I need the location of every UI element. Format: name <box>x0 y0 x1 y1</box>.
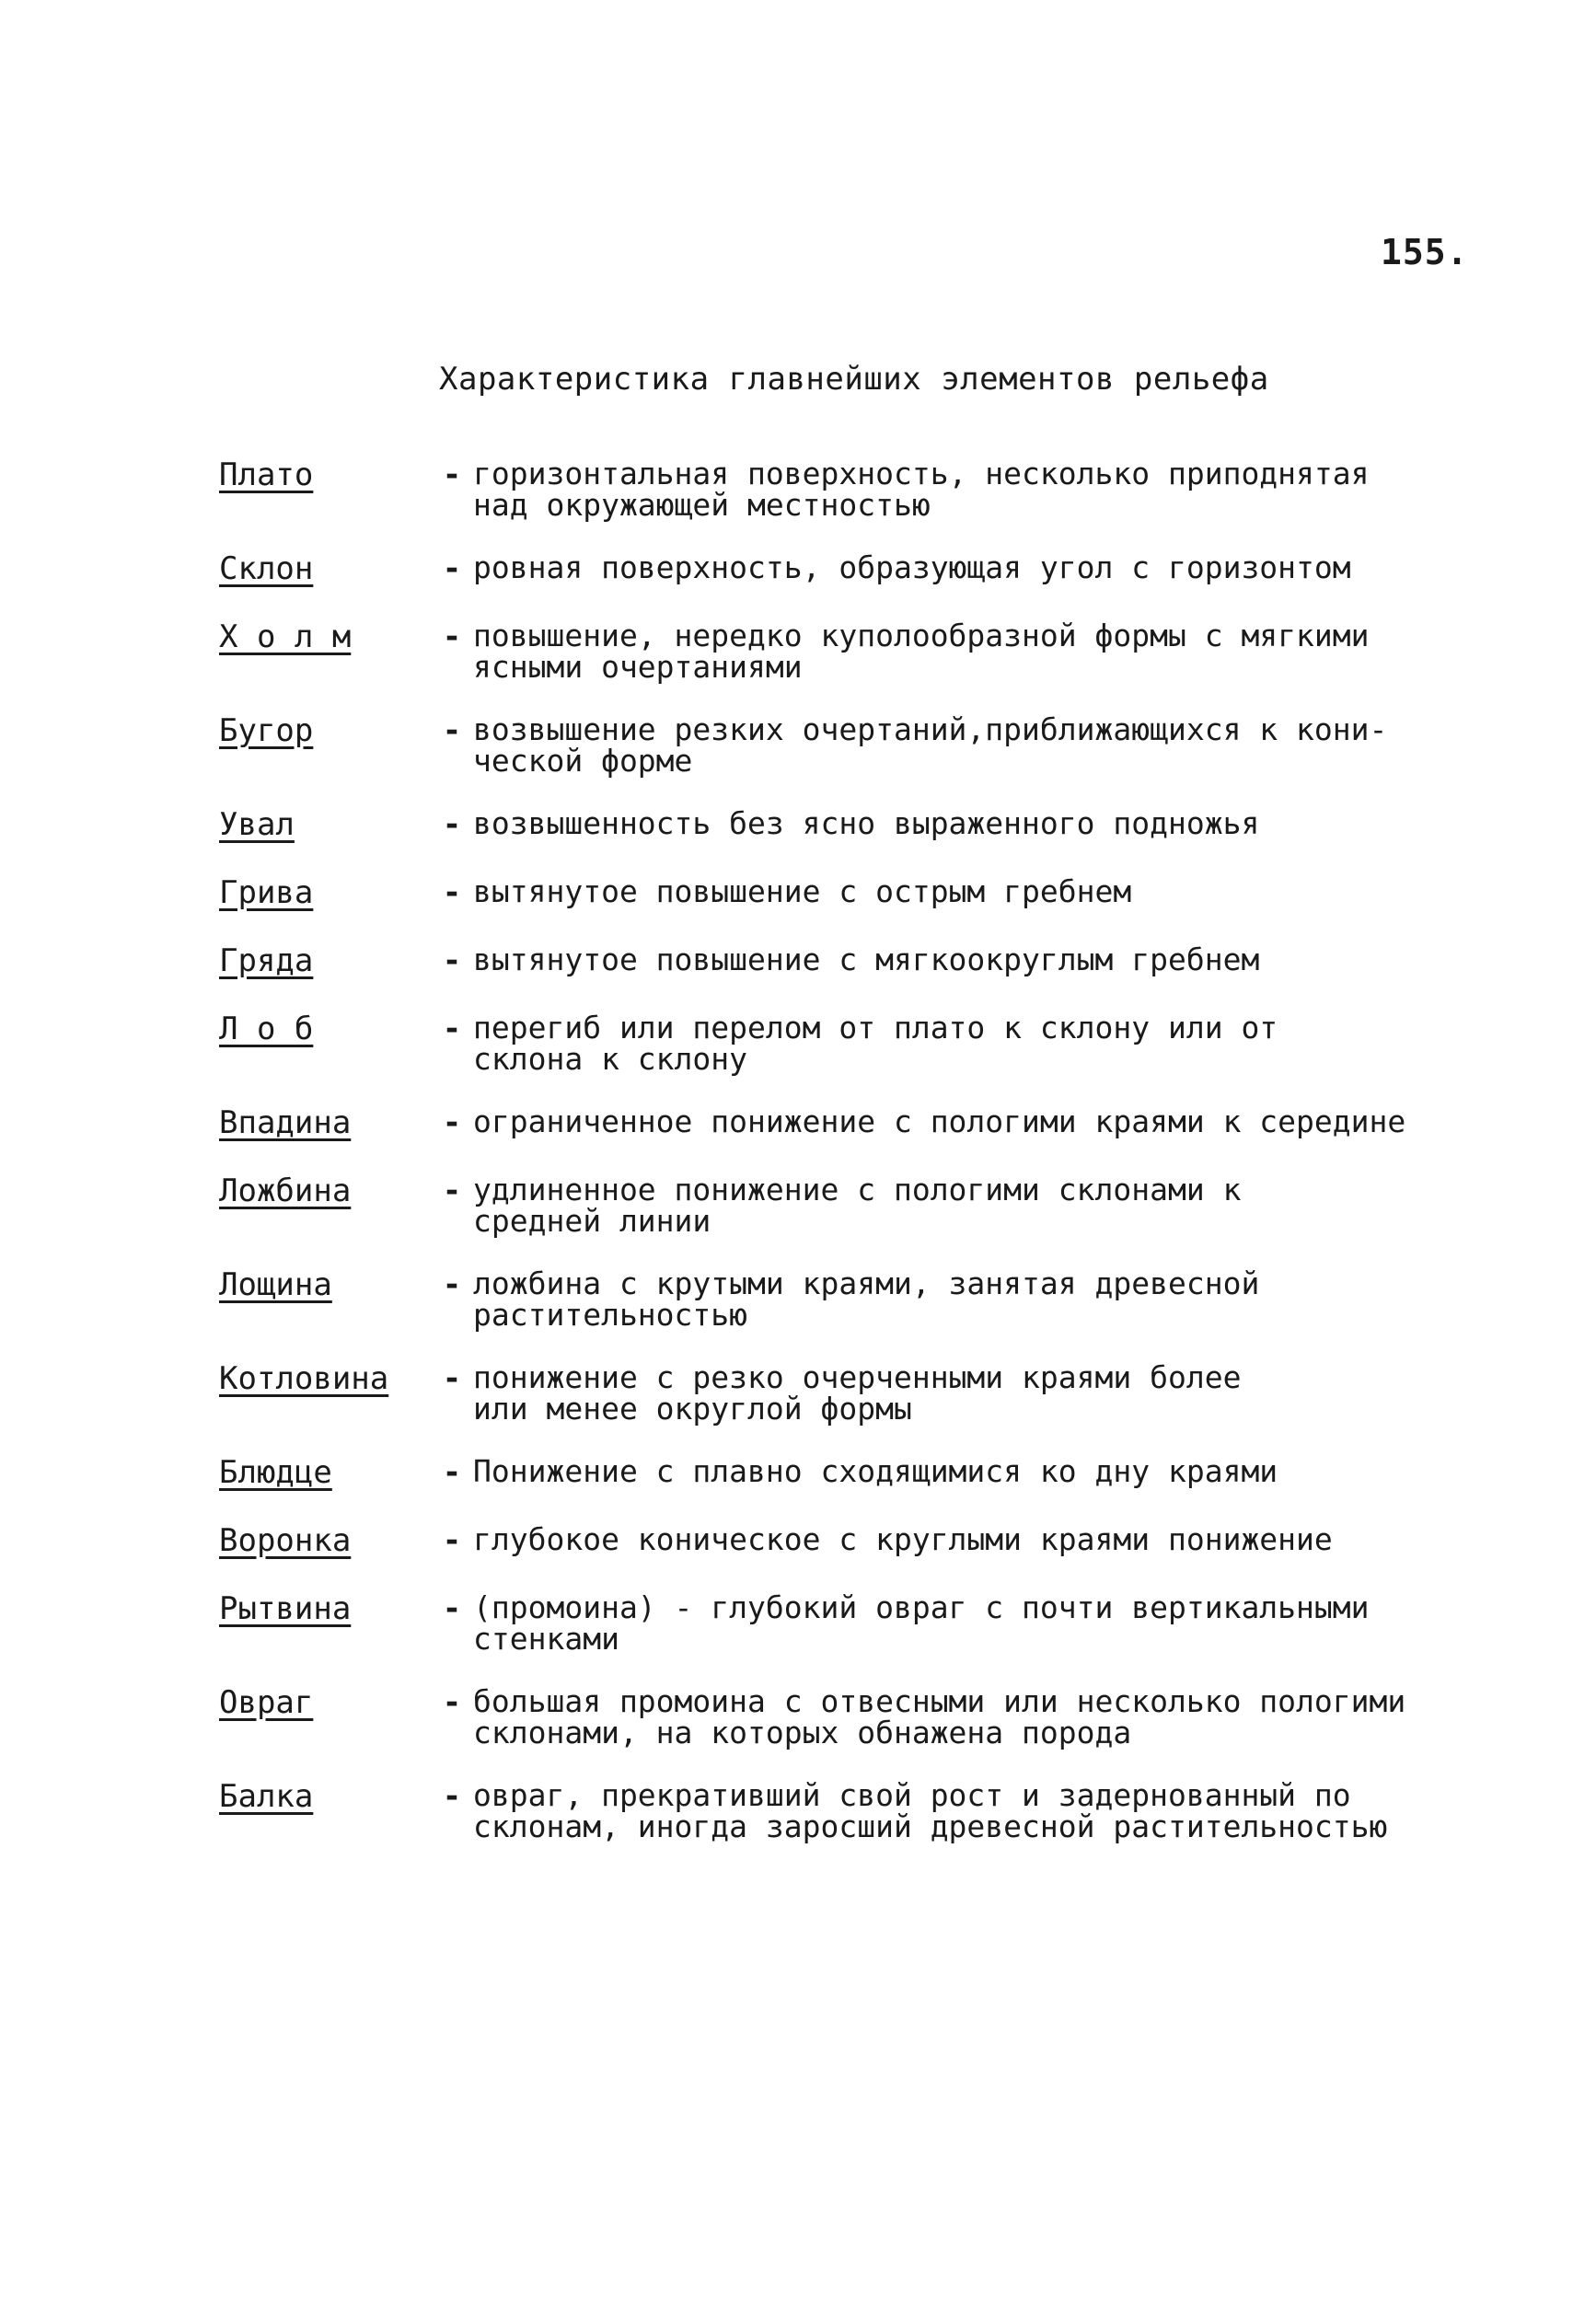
list-item <box>219 805 1544 843</box>
dash-separator: - <box>442 1266 462 1303</box>
term: Бугор <box>219 712 314 749</box>
page-title: Характеристика главнейших элементов рельефа <box>439 361 1269 398</box>
definition <box>473 549 1544 585</box>
term: Лощина <box>219 1266 332 1303</box>
list-item <box>219 711 1544 779</box>
definition-line: Понижение с плавно сходящимися ко дну краями <box>473 1453 1278 1489</box>
definition <box>473 1265 1544 1333</box>
definition-line: большая промоина с отвесными или несколько пологими <box>473 1683 1406 1719</box>
term: Грива <box>219 874 314 911</box>
dash-separator: - <box>442 618 462 655</box>
definition-line: стенками <box>473 1621 619 1657</box>
term: Увал <box>219 806 295 843</box>
definition <box>473 620 1544 683</box>
list-item <box>219 944 1544 977</box>
term: Воронка <box>219 1522 352 1559</box>
definition-line: растительностью <box>473 1297 748 1333</box>
dash-separator: - <box>442 550 462 587</box>
definition-line: овраг, прекративший свой рост и задернованный по <box>473 1777 1351 1813</box>
dash-separator: - <box>442 1454 462 1491</box>
definition-line: возвышенность без ясно выраженного подножья <box>473 805 1260 841</box>
list-item <box>219 1012 1544 1075</box>
dash-separator: - <box>442 942 462 979</box>
definition <box>473 1103 1544 1139</box>
term: Блюдце <box>219 1454 332 1491</box>
term: Котловина <box>219 1360 389 1397</box>
term: Ложбина <box>219 1173 352 1209</box>
list-item <box>219 873 1544 911</box>
definition-line: ложбина с крутыми краями, занятая древесной <box>473 1265 1260 1301</box>
definition <box>473 1359 1544 1427</box>
definition-line: повышение, нередко куполообразной формы с мягкими <box>473 618 1370 653</box>
term: Овраг <box>219 1684 314 1721</box>
term: Впадина <box>219 1104 352 1141</box>
definition-line: возвышение резких очертаний,приближающихся к кони- <box>473 711 1388 747</box>
term: Склон <box>219 550 314 587</box>
definition <box>473 1683 1544 1750</box>
definition <box>473 1521 1544 1557</box>
definition-line: вытянутое повышение с мягкоокруглым гребнем <box>473 942 1260 977</box>
list-item <box>219 1453 1544 1491</box>
dash-separator: - <box>442 806 462 843</box>
list-item <box>219 1359 1544 1427</box>
definition <box>473 1589 1544 1657</box>
dash-separator: - <box>442 456 462 493</box>
dash-separator: - <box>442 1360 462 1397</box>
dash-separator: - <box>442 1590 462 1627</box>
definition <box>473 711 1544 779</box>
definition-line: (промоина) - глубокий овраг с почти вертикальными <box>473 1589 1370 1625</box>
definition-line: ясными очертаниями <box>473 649 803 685</box>
dash-separator: - <box>442 1778 462 1815</box>
terms-list <box>219 458 1544 1874</box>
definition-line: склона к склону <box>473 1041 748 1077</box>
term: Л о б <box>219 1011 314 1047</box>
definition <box>473 1012 1544 1075</box>
definition <box>473 458 1544 521</box>
definition-line: горизонтальная поверхность, несколько приподнятая <box>473 456 1370 491</box>
definition-line: склонам, иногда заросший древесной растительностью <box>473 1808 1388 1844</box>
definition <box>473 1777 1544 1844</box>
definition-line: вытянутое повышение с острым гребнем <box>473 873 1132 909</box>
dash-separator: - <box>442 1684 462 1721</box>
definition-line: над окружающей местностью <box>473 487 931 523</box>
definition-line: понижение с резко очерченными краями более <box>473 1359 1242 1395</box>
dash-separator: - <box>442 1011 462 1047</box>
definition-line: ровная поверхность, образующая угол с горизонтом <box>473 549 1351 585</box>
list-item <box>219 1589 1544 1657</box>
definition <box>473 944 1544 976</box>
term: Плато <box>219 456 314 493</box>
list-item <box>219 620 1544 683</box>
definition-line: средней линии <box>473 1203 711 1239</box>
definition-line: или менее округлой формы <box>473 1391 912 1427</box>
definition <box>473 1174 1544 1237</box>
definition-line: склонами, на которых обнажена порода <box>473 1715 1132 1750</box>
dash-separator: - <box>442 712 462 749</box>
definition <box>473 1453 1544 1489</box>
page-number: 155. <box>1381 232 1469 272</box>
definition <box>473 805 1544 841</box>
definition-line: удлиненное понижение с пологими склонами к <box>473 1172 1242 1207</box>
dash-separator: - <box>442 874 462 911</box>
definition <box>473 873 1544 909</box>
term: Гряда <box>219 942 314 979</box>
term: Х о л м <box>219 618 352 655</box>
list-item <box>219 549 1544 587</box>
list-item <box>219 1683 1544 1750</box>
definition-line: глубокое коническое с круглыми краями понижение <box>473 1521 1333 1557</box>
dash-separator: - <box>442 1173 462 1209</box>
list-item <box>219 458 1544 521</box>
dash-separator: - <box>442 1522 462 1559</box>
list-item <box>219 1521 1544 1559</box>
list-item <box>219 1777 1544 1844</box>
dash-separator: - <box>442 1104 462 1141</box>
term: Рытвина <box>219 1590 352 1627</box>
definition-line: перегиб или перелом от плато к склону или от <box>473 1010 1278 1046</box>
list-item <box>219 1103 1544 1141</box>
term: Балка <box>219 1778 314 1815</box>
list-item <box>219 1174 1544 1237</box>
definition-line: ограниченное понижение с пологими краями к середине <box>473 1103 1406 1139</box>
definition-line: ческой форме <box>473 743 693 779</box>
list-item <box>219 1265 1544 1333</box>
